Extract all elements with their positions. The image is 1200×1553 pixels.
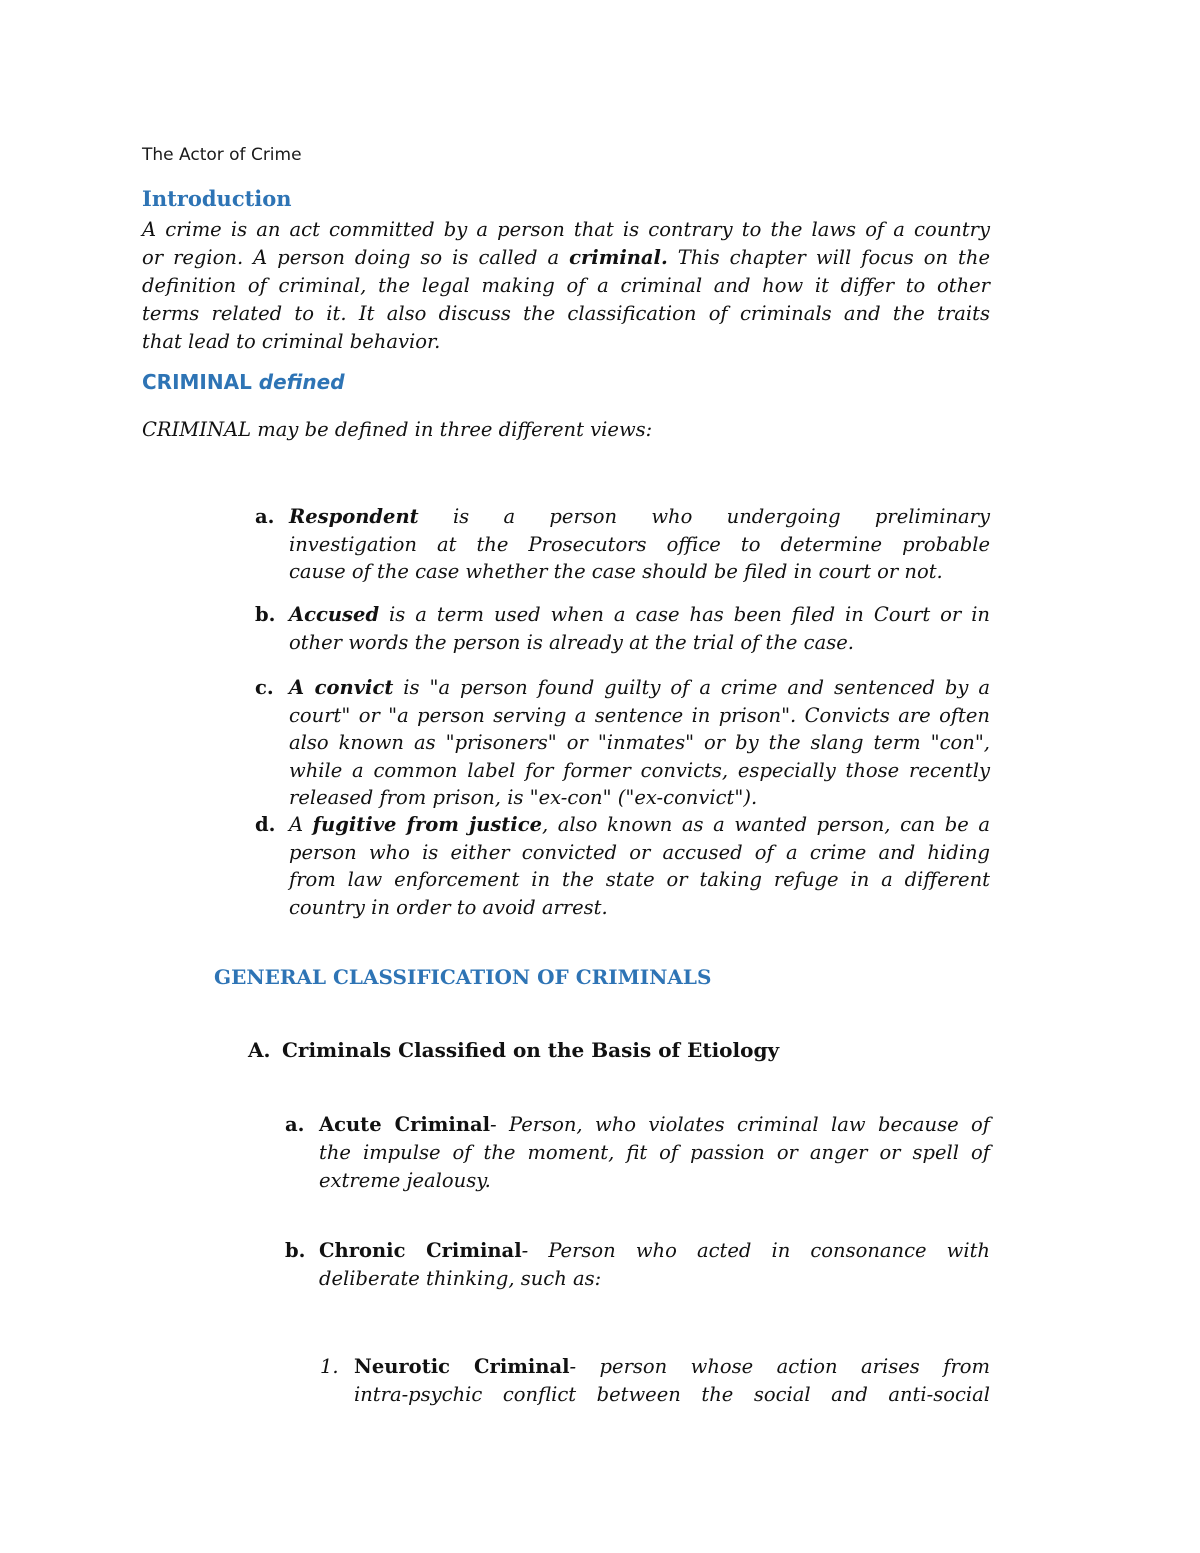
document-title: The Actor of Crime — [142, 145, 302, 165]
classification-line — [354, 1353, 990, 1381]
classification-line — [319, 1111, 990, 1139]
definition-line: person who is either convicted or accused of a crime and hiding — [289, 840, 990, 864]
definition-line — [289, 811, 990, 839]
intro-line-2 — [142, 244, 990, 272]
definition-text: is a term used when a case has been filed in Court or in — [379, 603, 990, 626]
definition-item-respondent — [255, 503, 990, 586]
intro-line-2-tail: This chapter will focus on the — [667, 246, 990, 269]
list-marker: a. — [255, 505, 275, 528]
classification-term: Acute Criminal — [319, 1113, 491, 1136]
classification-term: Chronic Criminal — [319, 1239, 522, 1262]
definition-item-fugitive — [255, 811, 990, 921]
list-marker: d. — [255, 813, 276, 836]
criminal-views-intro: CRIMINAL may be defined in three different views: — [142, 418, 653, 441]
classification-line: extreme jealousy. — [319, 1169, 491, 1192]
definition-line: cause of the case whether the case should be filed in court or not. — [289, 560, 943, 583]
criminal-heading-em: defined — [258, 370, 345, 394]
intro-line-1: A crime is an act committed by a person that is contrary to the laws of a country — [142, 218, 990, 241]
definition-line — [289, 503, 990, 531]
classification-term: Neurotic Criminal — [354, 1355, 570, 1378]
intro-line-3: definition of criminal, the legal making of a criminal and how it differ to other — [142, 274, 990, 297]
definition-line: released from prison, is "ex-con" ("ex-convict"). — [289, 786, 758, 809]
definition-term: A convict — [289, 676, 394, 699]
list-marker: a. — [285, 1113, 305, 1136]
definition-text: is a person who undergoing preliminary — [418, 505, 990, 528]
definition-text: , also known as a wanted person, can be a — [542, 813, 991, 836]
criminal-heading-main: CRIMINAL — [142, 370, 259, 394]
section-a-heading — [248, 1038, 779, 1062]
criminal-defined-heading — [142, 370, 345, 394]
classification-item-neurotic — [320, 1353, 990, 1409]
classification-text: - person whose action arises from — [569, 1355, 990, 1378]
list-marker: c. — [255, 676, 274, 699]
classification-text: - Person who acted in consonance with — [521, 1239, 990, 1262]
definition-line: country in order to avoid arrest. — [289, 895, 608, 919]
list-marker: 1. — [320, 1355, 339, 1378]
intro-line-2-head: or region. A person doing so is called a — [142, 246, 570, 269]
classification-text: - Person, who violates criminal law because of — [490, 1113, 990, 1136]
definition-text: is "a person found guilty of a crime and sentenced by a — [393, 676, 990, 699]
definition-line: court" or "a person serving a sentence in prison". Convicts are often — [289, 703, 990, 727]
classification-line: the impulse of the moment, fit of passion or anger or spell of — [319, 1141, 990, 1164]
definition-term: Accused — [289, 603, 380, 626]
definition-line: also known as "prisoners" or "inmates" or by the slang term "con", — [289, 731, 990, 754]
section-title: Criminals Classified on the Basis of Etiology — [282, 1038, 780, 1062]
classification-item-acute — [285, 1111, 990, 1195]
definition-prefix: A — [289, 813, 313, 836]
definition-term: Respondent — [289, 505, 419, 528]
classification-line — [319, 1237, 990, 1265]
definition-item-accused — [255, 601, 990, 656]
definition-line: investigation at the Prosecutors office to determine probable — [289, 532, 990, 556]
introduction-heading: Introduction — [142, 186, 292, 211]
general-classification-heading: GENERAL CLASSIFICATION OF CRIMINALS — [214, 965, 712, 989]
list-marker: b. — [255, 603, 276, 626]
definition-line — [289, 601, 990, 629]
intro-line-5: that lead to criminal behavior. — [142, 330, 441, 353]
definition-term: fugitive from justice — [312, 813, 542, 836]
intro-line-4: terms related to it. It also discuss the classification of criminals and the traits — [142, 302, 990, 325]
definition-line: from law enforcement in the state or taking refuge in a different — [289, 868, 990, 891]
section-marker: A. — [248, 1038, 271, 1062]
classification-line: deliberate thinking, such as: — [319, 1267, 602, 1290]
definition-line: while a common label for former convicts, especially those recently — [289, 758, 990, 782]
definition-item-convict — [255, 674, 990, 812]
definition-line: other words the person is already at the trial of the case. — [289, 630, 854, 654]
criminal-term: criminal. — [569, 246, 668, 269]
definition-line — [289, 674, 990, 702]
classification-item-chronic — [285, 1237, 990, 1293]
list-marker: b. — [285, 1239, 306, 1262]
classification-line: intra-psychic conflict between the social and anti-social — [354, 1383, 990, 1406]
introduction-paragraph — [142, 216, 990, 356]
